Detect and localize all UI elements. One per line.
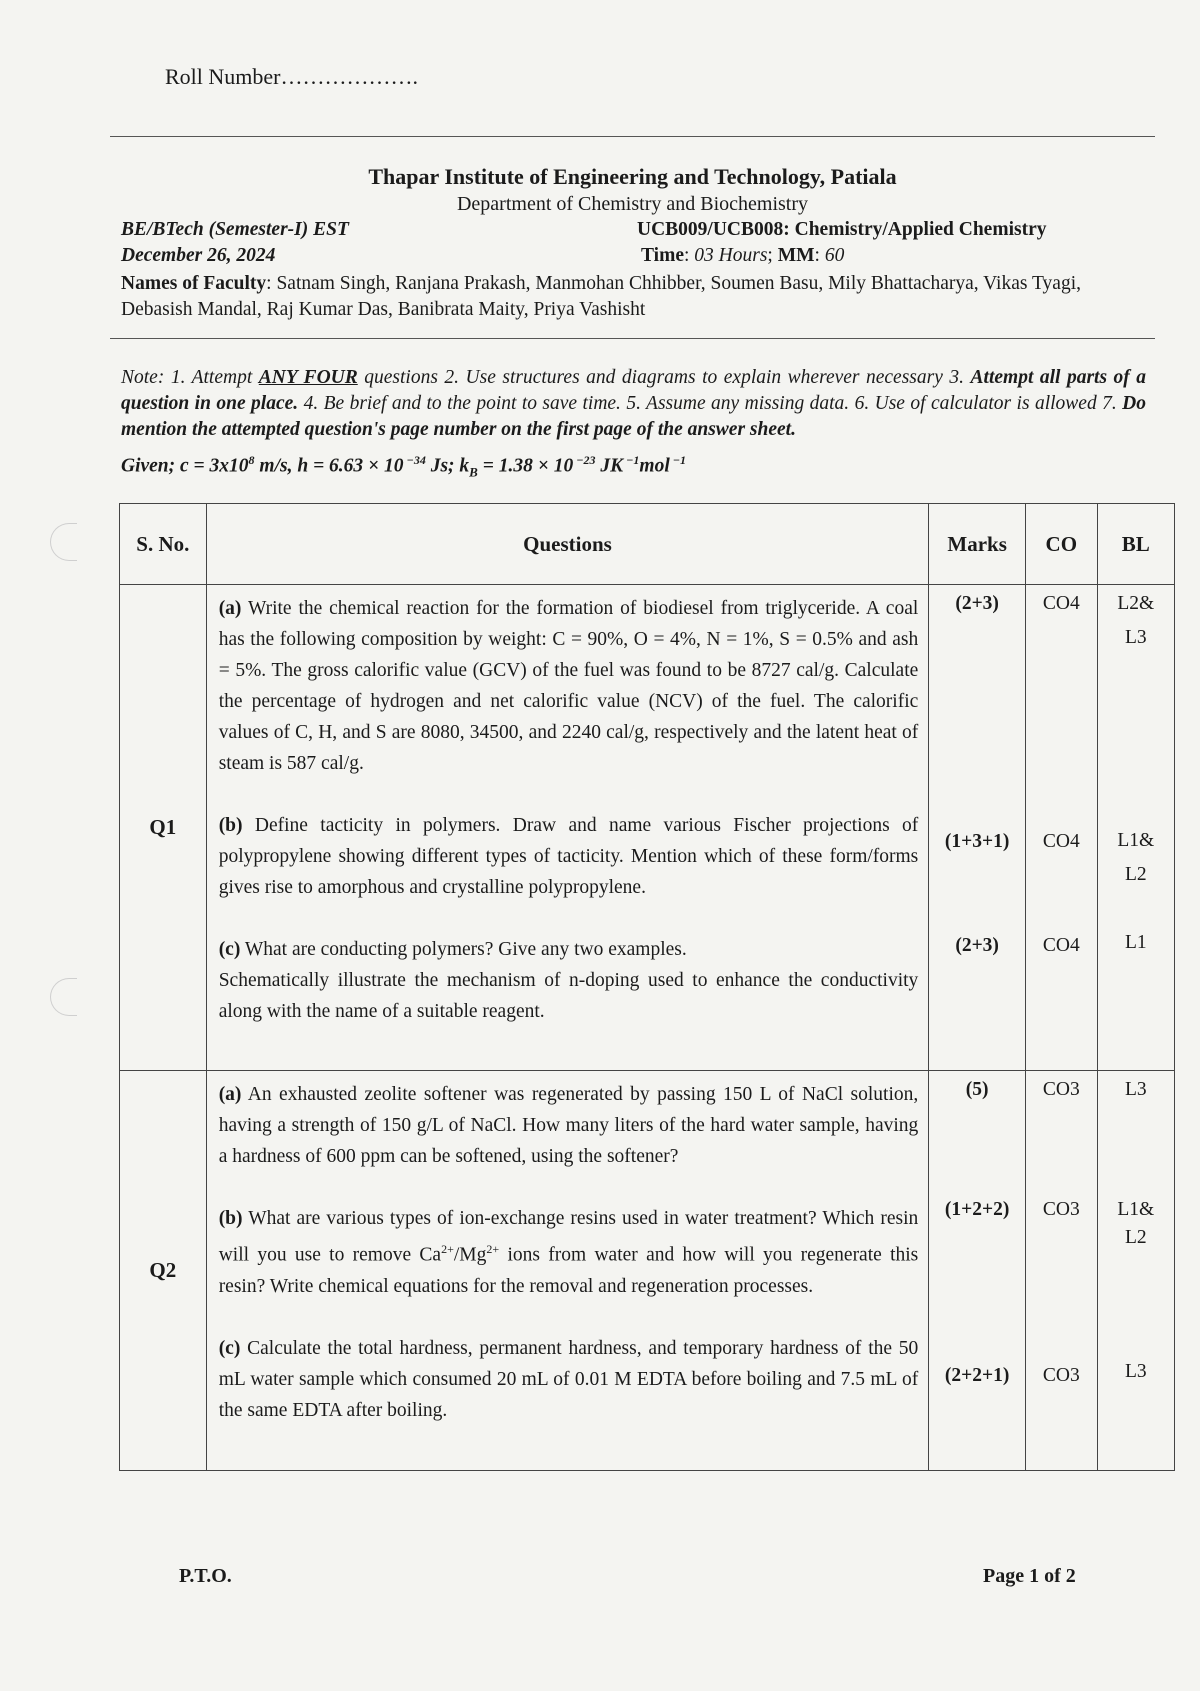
- mm-label: MM: [777, 245, 815, 266]
- punch-hole-mark: [50, 523, 77, 561]
- punch-hole-mark: [50, 978, 77, 1016]
- instructions-note: [121, 365, 1146, 443]
- bl-cell: L3 L1& L2 L3: [1097, 1071, 1174, 1471]
- co-cell: CO3 CO3 CO3: [1026, 1071, 1098, 1471]
- question-text: [206, 1071, 929, 1471]
- department-name: Department of Chemistry and Biochemistry: [456, 193, 809, 215]
- note-emphasis: Do mention the attempted question's page number on the first page of the answer sheet.: [121, 393, 1146, 440]
- question-row-q2: [120, 1071, 1175, 1471]
- question-number: Q1: [120, 585, 207, 1071]
- header-bl: BL: [1097, 504, 1174, 585]
- time-marks: Time: 03 Hours; MM: 60: [641, 245, 845, 266]
- question-number: Q2: [120, 1071, 207, 1471]
- co-cell: CO4 CO4 CO4: [1026, 585, 1098, 1071]
- note-text: Note: 1. Attempt: [121, 367, 253, 388]
- faculty-list: Satnam Singh, Ranjana Prakash, Manmohan Chhibber, Soumen Basu, Mily Bhattacharya, Vikas Tyagi, Debasish Mandal, Raj Kumar Das, Banibrata Maity, Priya Vashisht: [121, 273, 1081, 320]
- time-label: Time: [641, 245, 684, 266]
- note-emphasis: Attempt all parts of a question in one place.: [121, 367, 1147, 414]
- header-sno: S. No.: [120, 504, 207, 585]
- given-constants: Given; $c = 3x10^8$ m/s, h = 6.63 × 10 $^{-34}$ Js; $k_B = 1.38 \times 10$ $^{-23}$ JK $^{-1}$mol $^{-1}$: [121, 453, 687, 480]
- roll-number: Roll Number……………….: [165, 64, 418, 89]
- page-number: Page 1 of 2: [983, 1565, 1076, 1587]
- faculty-label: Names of Faculty: [121, 273, 267, 294]
- question-text: [206, 585, 929, 1071]
- marks-cell: (2+3) (1+3+1) (2+3): [929, 585, 1026, 1071]
- pto-note: P.T.O.: [179, 1565, 232, 1587]
- header-questions: Questions: [206, 504, 929, 585]
- note-any-four: ANY FOUR: [258, 367, 358, 388]
- note-text: questions 2. Use structures and diagrams to explain wherever necessary 3.: [364, 367, 965, 388]
- exam-date: December 26, 2024: [121, 245, 276, 266]
- header-co: CO: [1026, 504, 1098, 585]
- q2c: (c) Calculate the total hardness, permanent hardness, and temporary hardness of the 50 mL water sample which consumed 20 mL of 0.01 M EDTA before boiling and 7.5 mL of the same EDTA after boiling.: [218, 1337, 919, 1421]
- time-value: 03 Hours: [694, 245, 768, 266]
- q1b: (b) Define tacticity in polymers. Draw and name various Fischer projections of polypropylene showing different types of tacticity. Mention which of these form/forms gives rise to amorphous and crystalline polypropylene.: [218, 815, 919, 898]
- mm-value: 60: [824, 245, 845, 266]
- q2a: (a) An exhausted zeolite softener was regenerated by passing 150 L of NaCl solution, having a strength of 150 g/L of NaCl. How many liters of the hard water sample, having a hardness of 600 ppm can be softened, using the softener?: [218, 1084, 919, 1167]
- divider: [110, 338, 1155, 339]
- header-marks: Marks: [929, 504, 1026, 585]
- divider: [110, 136, 1155, 137]
- questions-table: [119, 503, 1175, 1471]
- q2b: (b) What are various types of ion-exchange resins used in water treatment? Which resin will you use to remove $Ca^{2+}/Mg^{2+}$ ions from water and how will you regenerate this resin? Write chemical equations for the removal and regeneration processes.: [218, 1208, 919, 1297]
- course-code: UCB009/UCB008: Chemistry/Applied Chemistry: [637, 219, 1047, 240]
- q1c: (c) What are conducting polymers? Give any two examples. Schematically illustrate the mechanism of n-doping used to enhance the conductivity along with the name of a suitable reagent.: [218, 939, 919, 1022]
- note-text: 4. Be brief and to the point to save time. 5. Assume any missing data. 6. Use of calculator is allowed 7.: [303, 393, 1117, 414]
- institute-name: Thapar Institute of Engineering and Technology, Patiala: [368, 164, 897, 189]
- question-row-q1: [120, 585, 1175, 1071]
- exam-name: BE/BTech (Semester-I) EST: [121, 219, 349, 240]
- q1a: (a) Write the chemical reaction for the formation of biodiesel from triglyceride. A coal has the following composition by weight: C = 90%, O = 4%, N = 1%, S = 0.5% and ash = 5%. The gross calorific value (GCV) of the fuel was found to be 8727 cal/g. Calculate the percentage of hydrogen and net calorific value (NCV) of the fuel. The calorific values of C, H, and S are 8080, 34500, and 2240 cal/g, respectively and the latent heat of steam is 587 cal/g.: [218, 598, 919, 774]
- faculty-names: Names of Faculty: Satnam Singh, Ranjana Prakash, Manmohan Chhibber, Soumen Basu, Mily Bhattacharya, Vikas Tyagi, Debasish Mandal, Raj Kumar Das, Banibrata Maity, Priya Vashisht: [121, 273, 1081, 320]
- table-header-row: [120, 504, 1175, 585]
- bl-cell: L2& L3 L1& L2 L1: [1097, 585, 1174, 1071]
- marks-cell: (5) (1+2+2) (2+2+1): [929, 1071, 1026, 1471]
